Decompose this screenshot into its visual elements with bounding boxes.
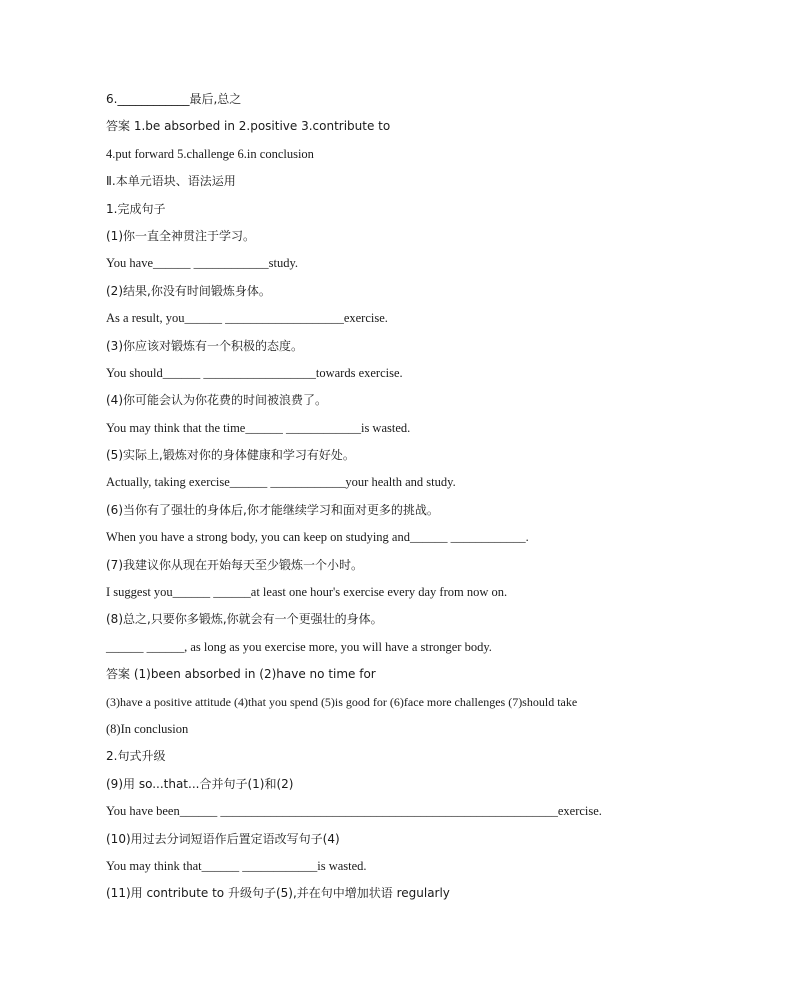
sentence-5: Actually, taking exercise______ ____________your health and study. bbox=[106, 475, 456, 490]
sentence-2: As a result, you______ ___________________exercise. bbox=[106, 311, 388, 326]
prompt-9: (9)用 so...that...合并句子(1)和(2) bbox=[106, 776, 294, 791]
answer-line-2: 4.put forward 5.challenge 6.in conclusion bbox=[106, 146, 314, 161]
answer-key-2: (3)have a positive attitude (4)that you spend (5)is good for (6)face more challenges (7)should take bbox=[106, 694, 578, 709]
sentence-8: ______ ______, as long as you exercise more, you will have a stronger body. bbox=[106, 639, 492, 654]
prompt-11: (11)用 contribute to 升级句子(5),并在句中增加状语 regularly bbox=[106, 886, 450, 901]
prompt-10: (10)用过去分词短语作后置定语改写句子(4) bbox=[106, 831, 340, 846]
prompt-6: (6)当你有了强壮的身体后,你才能继续学习和面对更多的挑战。 bbox=[106, 502, 439, 517]
answer-line-1: 答案 1.be absorbed in 2.positive 3.contribute to bbox=[106, 119, 391, 134]
sentence-4: You may think that the time______ ____________is wasted. bbox=[106, 420, 411, 435]
answer-key-1: 答案 (1)been absorbed in (2)have no time for bbox=[106, 667, 376, 682]
prompt-3: (3)你应该对锻炼有一个积极的态度。 bbox=[106, 338, 303, 353]
section-heading: Ⅱ.本单元语块、语法运用 bbox=[106, 174, 236, 189]
prompt-8: (8)总之,只要你多锻炼,你就会有一个更强壮的身体。 bbox=[106, 612, 383, 627]
prompt-4: (4)你可能会认为你花费的时间被浪费了。 bbox=[106, 393, 327, 408]
sentence-3: You should______ __________________towards exercise. bbox=[106, 365, 403, 380]
answer-key-3: (8)In conclusion bbox=[106, 721, 189, 736]
prompt-7: (7)我建议你从现在开始每天至少锻炼一个小时。 bbox=[106, 557, 363, 572]
sentence-6: When you have a strong body, you can keep on studying and______ ____________. bbox=[106, 530, 529, 545]
prompt-5: (5)实际上,锻炼对你的身体健康和学习有好处。 bbox=[106, 448, 355, 463]
subsection-heading-2: 2.句式升级 bbox=[106, 749, 166, 764]
prompt-2: (2)结果,你没有时间锻炼身体。 bbox=[106, 283, 271, 298]
sentence-10: You may think that______ ____________is wasted. bbox=[106, 858, 367, 873]
sentence-9: You have been______ ______________________________________________________exercise. bbox=[106, 804, 602, 819]
vocab-item-6: 6.____________最后,总之 bbox=[106, 92, 242, 106]
prompt-1: (1)你一直全神贯注于学习。 bbox=[106, 228, 255, 243]
subsection-heading: 1.完成句子 bbox=[106, 201, 166, 216]
sentence-7: I suggest you______ ______at least one hour's exercise every day from now on. bbox=[106, 585, 508, 600]
document-page bbox=[106, 86, 666, 908]
sentence-1: You have______ ____________study. bbox=[106, 256, 299, 271]
